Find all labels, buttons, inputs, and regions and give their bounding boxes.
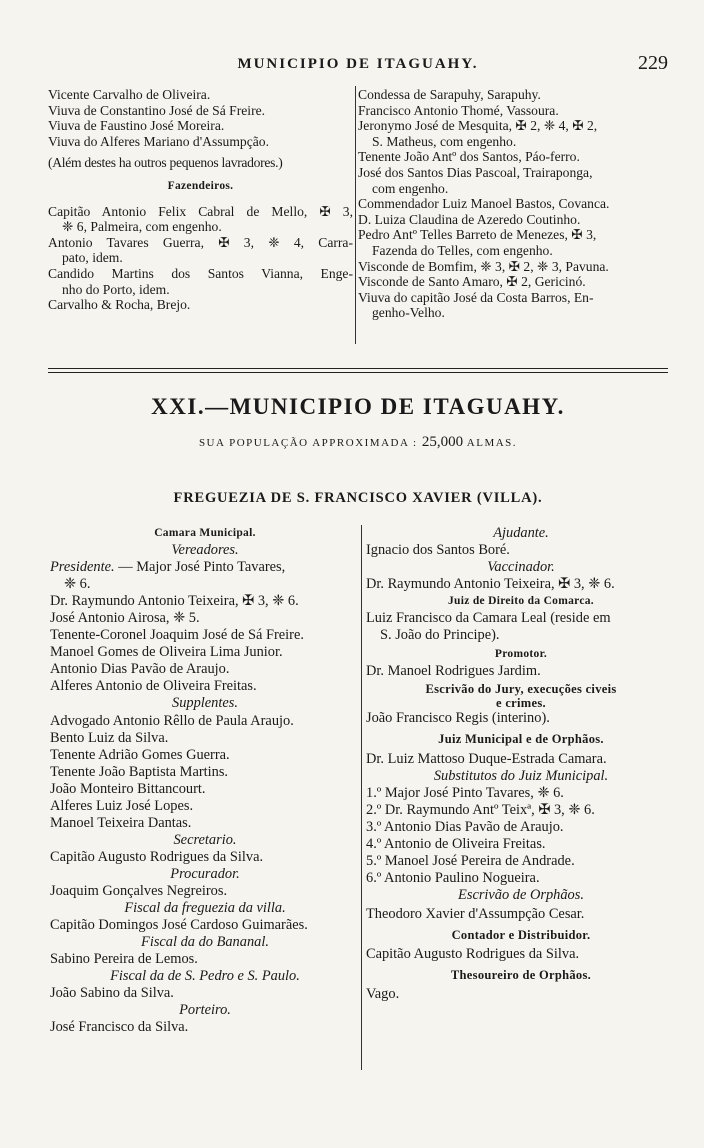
fazendeiros-heading: Fazendeiros. bbox=[167, 179, 234, 192]
section-rule bbox=[48, 372, 668, 373]
presidente-text: — Major José Pinto Tavares, bbox=[118, 559, 286, 576]
population-value: 25,000 bbox=[421, 434, 464, 450]
list-item: ❈ 6, Palmeira, com engenho. bbox=[62, 219, 222, 235]
top-left-column bbox=[48, 87, 353, 313]
list-item: Viuva de Constantino José de Sá Freire. bbox=[48, 102, 266, 118]
top-right-column bbox=[358, 87, 670, 321]
list-item: Vago. bbox=[366, 986, 400, 1003]
list-item: 1.º Major José Pinto Tavares, ❈ 6. bbox=[366, 784, 564, 801]
list-item: genho-Velho. bbox=[372, 305, 445, 321]
list-item: Dr. Raymundo Antonio Teixeira, ✠ 3, ❈ 6. bbox=[366, 576, 615, 593]
list-item: Tenente-Coronel Joaquim José de Sá Freire. bbox=[50, 627, 304, 644]
list-item: com engenho. bbox=[372, 180, 449, 196]
running-head: MUNICIPIO DE ITAGUAHY. bbox=[237, 56, 479, 72]
list-item: Capitão Augusto Rodrigues da Silva. bbox=[50, 848, 264, 865]
column-divider bbox=[355, 86, 356, 344]
list-item: S. João do Principe). bbox=[380, 627, 500, 644]
promotor-heading: Promotor. bbox=[494, 648, 548, 661]
list-item: José Antonio Airosa, ❈ 5. bbox=[50, 610, 200, 627]
list-item: Joaquim Gonçalves Negreiros. bbox=[50, 882, 228, 899]
presidente-line bbox=[50, 559, 360, 576]
list-item: Francisco Antonio Thomé, Vassoura. bbox=[358, 102, 559, 118]
list-item: Ignacio dos Santos Boré. bbox=[366, 542, 510, 559]
thesoureiro-heading: Thesoureiro de Orphãos. bbox=[450, 968, 592, 983]
parish-heading: FREGUEZIA DE S. FRANCISCO XAVIER (VILLA). bbox=[173, 490, 543, 506]
list-item: Capitão Domingos José Cardoso Guimarães. bbox=[50, 917, 308, 934]
list-item: Dr. Luiz Mattoso Duque-Estrada Camara. bbox=[366, 750, 607, 767]
list-item: Bento Luiz da Silva. bbox=[50, 729, 169, 746]
presidente-label: Presidente. bbox=[50, 559, 115, 576]
list-item: Alferes Luiz José Lopes. bbox=[50, 797, 194, 814]
list-item: 4.º Antonio de Oliveira Freitas. bbox=[366, 835, 546, 852]
list-item: Viuva de Faustino José Moreira. bbox=[48, 118, 225, 134]
escrivao-jury-heading: Escrivão do Jury, execuções civeis bbox=[425, 682, 617, 697]
bottom-left-column bbox=[50, 525, 360, 1036]
fiscal-villa-heading: Fiscal da freguezia da villa. bbox=[124, 900, 286, 917]
secretario-heading: Secretario. bbox=[173, 831, 237, 848]
list-item: S. Matheus, com engenho. bbox=[372, 133, 517, 149]
contador-heading: Contador e Distribuidor. bbox=[451, 927, 591, 942]
list-item: Carvalho & Rocha, Brejo. bbox=[48, 297, 191, 313]
list-item: Luiz Francisco da Camara Leal (reside em bbox=[366, 610, 611, 627]
list-item: João Monteiro Bittancourt. bbox=[50, 780, 206, 797]
procurador-heading: Procurador. bbox=[170, 865, 240, 882]
fiscal-pedro-heading: Fiscal da de S. Pedro e S. Paulo. bbox=[110, 968, 300, 985]
list-item: Theodoro Xavier d'Assumpção Cesar. bbox=[366, 905, 585, 922]
vereadores-heading: Vereadores. bbox=[171, 542, 239, 559]
population-label: SUA POPULAÇÃO APPROXIMADA : bbox=[198, 437, 418, 449]
list-item: Advogado Antonio Rêllo de Paula Araujo. bbox=[50, 712, 294, 729]
list-item: José dos Santos Dias Pascoal, Trairaponga, bbox=[358, 164, 593, 180]
section-title: XXI.—MUNICIPIO DE ITAGUAHY. bbox=[151, 394, 565, 419]
list-item: João Sabino da Silva. bbox=[50, 985, 174, 1002]
list-item: 3.º Antonio Dias Pavão de Araujo. bbox=[366, 818, 564, 835]
page-number: 229 bbox=[638, 52, 668, 74]
list-item: Antonio Dias Pavão de Araujo. bbox=[50, 661, 230, 678]
list-item: Tenente João Baptista Martins. bbox=[50, 763, 229, 780]
fiscal-bananal-heading: Fiscal da do Bananal. bbox=[141, 934, 269, 951]
list-item: 6.º Antonio Paulino Nogueira. bbox=[366, 869, 540, 886]
list-item: ❈ 6. bbox=[64, 576, 91, 593]
list-item: Dr. Manoel Rodrigues Jardim. bbox=[366, 663, 541, 680]
population-unit: ALMAS. bbox=[466, 437, 518, 449]
substitutos-heading: Substitutos do Juiz Municipal. bbox=[433, 767, 609, 784]
juiz-municipal-heading: Juiz Municipal e de Orphãos. bbox=[438, 732, 604, 747]
list-item: Manoel Gomes de Oliveira Lima Junior. bbox=[50, 644, 283, 661]
list-item: João Francisco Regis (interino). bbox=[366, 710, 550, 727]
list-item: Condessa de Sarapuhy, Sarapuhy. bbox=[358, 87, 541, 102]
camara-heading: Camara Municipal. bbox=[154, 527, 256, 539]
note-line: (Além destes ha outros pequenos lavradores.) bbox=[48, 155, 283, 171]
juiz-direito-heading: Juiz de Direito da Comarca. bbox=[448, 595, 594, 608]
list-item: José Francisco da Silva. bbox=[50, 1019, 189, 1036]
section-rule bbox=[48, 368, 668, 369]
escrivao-jury-heading-cont: e crimes. bbox=[496, 696, 546, 711]
list-item: nho do Porto, idem. bbox=[62, 281, 170, 297]
list-item: Capitão Augusto Rodrigues da Silva. bbox=[366, 946, 580, 963]
list-item: Tenente João Antº dos Santos, Páo-ferro. bbox=[358, 149, 580, 165]
list-item: Dr. Raymundo Antonio Teixeira, ✠ 3, ❈ 6. bbox=[50, 593, 299, 610]
list-item: Visconde de Bomfim, ❈ 3, ✠ 2, ❈ 3, Pavuna. bbox=[358, 258, 609, 274]
ajudante-heading: Ajudante. bbox=[493, 525, 549, 541]
list-item: 2.º Dr. Raymundo Antº Teixª, ✠ 3, ❈ 6. bbox=[366, 801, 595, 818]
page-header bbox=[48, 52, 668, 80]
list-item: Fazenda do Telles, com engenho. bbox=[372, 242, 553, 258]
list-item: Commendador Luiz Manoel Bastos, Covanca. bbox=[358, 196, 610, 212]
list-item: Tenente Adrião Gomes Guerra. bbox=[50, 746, 230, 763]
list-item: Candido Martins dos Santos Vianna, Enge- bbox=[48, 265, 353, 281]
list-item: Viuva do capitão José da Costa Barros, En- bbox=[358, 289, 594, 305]
column-divider bbox=[361, 525, 362, 1070]
porteiro-heading: Porteiro. bbox=[179, 1002, 231, 1019]
list-item: Capitão Antonio Felix Cabral de Mello, ✠ 3, bbox=[48, 203, 353, 219]
list-item: D. Luiza Claudina de Azeredo Coutinho. bbox=[358, 211, 581, 227]
list-item: Pedro Antº Telles Barreto de Menezes, ✠ 3, bbox=[358, 227, 597, 243]
supplentes-heading: Supplentes. bbox=[172, 695, 238, 712]
list-item: Antonio Tavares Guerra, ✠ 3, ❈ 4, Carra- bbox=[48, 234, 353, 250]
list-item: Viuva do Alferes Mariano d'Assumpção. bbox=[48, 133, 269, 149]
list-item: Alferes Antonio de Oliveira Freitas. bbox=[50, 678, 257, 695]
escrivao-orphaos-heading: Escrivão de Orphãos. bbox=[458, 886, 584, 903]
population-line bbox=[48, 434, 668, 451]
vaccinador-heading: Vaccinador. bbox=[487, 559, 555, 576]
list-item: pato, idem. bbox=[62, 250, 123, 266]
list-item: Jeronymo José de Mesquita, ✠ 2, ❈ 4, ✠ 2, bbox=[358, 118, 598, 134]
list-item: 5.º Manoel José Pereira de Andrade. bbox=[366, 852, 575, 869]
list-item: Vicente Carvalho de Oliveira. bbox=[48, 87, 211, 102]
list-item: Manoel Teixeira Dantas. bbox=[50, 814, 192, 831]
list-item: Sabino Pereira de Lemos. bbox=[50, 951, 198, 968]
list-item: Visconde de Santo Amaro, ✠ 2, Gericinó. bbox=[358, 274, 586, 290]
bottom-right-column bbox=[366, 525, 676, 1003]
